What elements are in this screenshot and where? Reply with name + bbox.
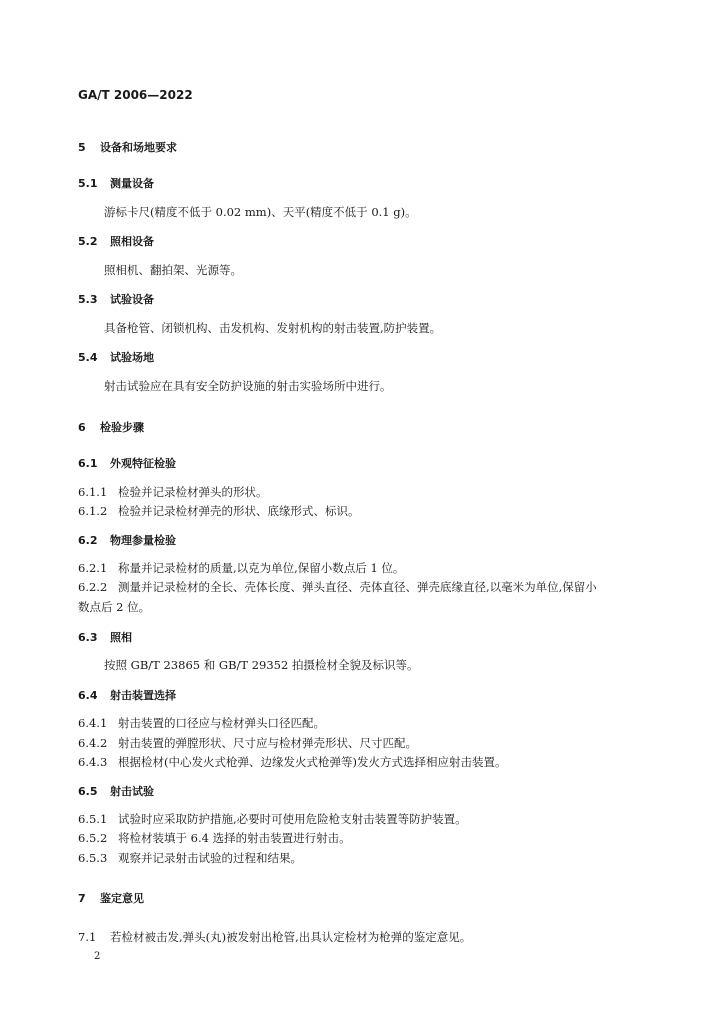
paragraph: 具备枪管、闭锁机构、击发机构、发射机构的射击装置,防护装置。 — [104, 321, 442, 335]
clause-text: 根据检材(中心发火式枪弹、边缘发火式枪弹等)发火方式选择相应射击装置。 — [118, 755, 507, 769]
clause — [78, 754, 506, 770]
paragraph: 按照 GB/T 23865 和 GB/T 29352 拍摄检材全貌及标识等。 — [104, 658, 419, 672]
clause-number: 6.4.2 — [78, 736, 108, 750]
clause-text: 称量并记录检材的质量,以克为单位,保留小数点后 1 位。 — [118, 561, 405, 575]
subsection-heading — [78, 350, 154, 366]
clause-text: 检验并记录检材弹壳的形状、底缘形式、标识。 — [118, 504, 360, 518]
section-title: 鉴定意见 — [100, 892, 144, 905]
standard-id: GA/T 2006—2022 — [78, 88, 193, 102]
clause-text: 测量并记录检材的全长、壳体长度、弹头直径、壳体直径、弹壳底缘直径,以毫米为单位,保留小 — [118, 580, 597, 594]
clause-number: 6.4.1 — [78, 716, 108, 730]
subsection-number: 6.1 — [78, 457, 98, 470]
clause — [78, 579, 597, 595]
clause-number: 6.1.2 — [78, 504, 108, 518]
clause-number: 6.5.1 — [78, 812, 108, 826]
subsection-heading — [78, 456, 176, 472]
subsection-number: 6.4 — [78, 689, 98, 702]
subsection-title: 试验设备 — [110, 293, 154, 306]
page-number: 2 — [94, 951, 101, 962]
clause — [78, 560, 404, 576]
subsection-number: 5.3 — [78, 293, 98, 306]
subsection-number: 6.2 — [78, 534, 98, 547]
subsection-number: 6.3 — [78, 631, 98, 644]
section-title: 检验步骤 — [100, 421, 144, 434]
section-number: 5 — [78, 141, 86, 154]
clause-text: 若检材被击发,弹头(丸)被发射出枪管,出具认定检材为枪弹的鉴定意见。 — [110, 930, 472, 944]
subsection-title: 射击装置选择 — [110, 689, 176, 702]
subsection-number: 5.1 — [78, 177, 98, 190]
section-heading — [78, 891, 144, 907]
paragraph: 照相机、翻拍架、光源等。 — [104, 263, 242, 277]
clause-text: 检验并记录检材弹头的形状。 — [118, 485, 268, 499]
clause-number: 6.2.1 — [78, 561, 108, 575]
subsection-heading — [78, 688, 176, 704]
subsection-number: 5.2 — [78, 235, 98, 248]
clause-number: 6.2.2 — [78, 580, 108, 594]
clause — [78, 929, 471, 945]
clause-text: 观察并记录射击试验的过程和结果。 — [118, 851, 302, 865]
clause — [78, 503, 360, 519]
subsection-title: 外观特征检验 — [110, 457, 176, 470]
section-number: 7 — [78, 892, 86, 905]
clause-number: 6.4.3 — [78, 755, 108, 769]
section-title: 设备和场地要求 — [100, 141, 177, 154]
clause — [78, 830, 351, 846]
section-number: 6 — [78, 421, 86, 434]
section-heading — [78, 420, 144, 436]
subsection-title: 射击试验 — [110, 785, 154, 798]
clause — [78, 735, 417, 751]
clause-number: 6.1.1 — [78, 485, 108, 499]
clause-text: 将检材装填于 6.4 选择的射击装置进行射击。 — [118, 831, 351, 845]
subsection-heading — [78, 176, 154, 192]
subsection-title: 物理参量检验 — [110, 534, 176, 547]
clause-continuation: 数点后 2 位。 — [78, 600, 151, 614]
subsection-heading — [78, 784, 154, 800]
clause-number: 6.5.3 — [78, 851, 108, 865]
paragraph: 射击试验应在具有安全防护设施的射击实验场所中进行。 — [104, 379, 392, 393]
clause — [78, 484, 268, 500]
subsection-title: 照相 — [110, 631, 132, 644]
subsection-title: 试验场地 — [110, 351, 154, 364]
subsection-heading — [78, 630, 132, 646]
subsection-heading — [78, 533, 176, 549]
subsection-number: 6.5 — [78, 785, 98, 798]
clause-number: 7.1 — [78, 930, 97, 944]
clause-text: 射击装置的口径应与检材弹头口径匹配。 — [118, 716, 325, 730]
clause — [78, 715, 325, 731]
clause — [78, 850, 302, 866]
subsection-title: 照相设备 — [110, 235, 154, 248]
subsection-heading — [78, 292, 154, 308]
section-heading — [78, 140, 177, 156]
subsection-title: 测量设备 — [110, 177, 154, 190]
subsection-heading — [78, 234, 154, 250]
clause-text: 射击装置的弹膛形状、尺寸应与检材弹壳形状、尺寸匹配。 — [118, 736, 417, 750]
clause-number: 6.5.2 — [78, 831, 108, 845]
clause-text: 试验时应采取防护措施,必要时可使用危险枪支射击装置等防护装置。 — [118, 812, 467, 826]
clause — [78, 811, 467, 827]
paragraph: 游标卡尺(精度不低于 0.02 mm)、天平(精度不低于 0.1 g)。 — [104, 205, 417, 219]
subsection-number: 5.4 — [78, 351, 98, 364]
